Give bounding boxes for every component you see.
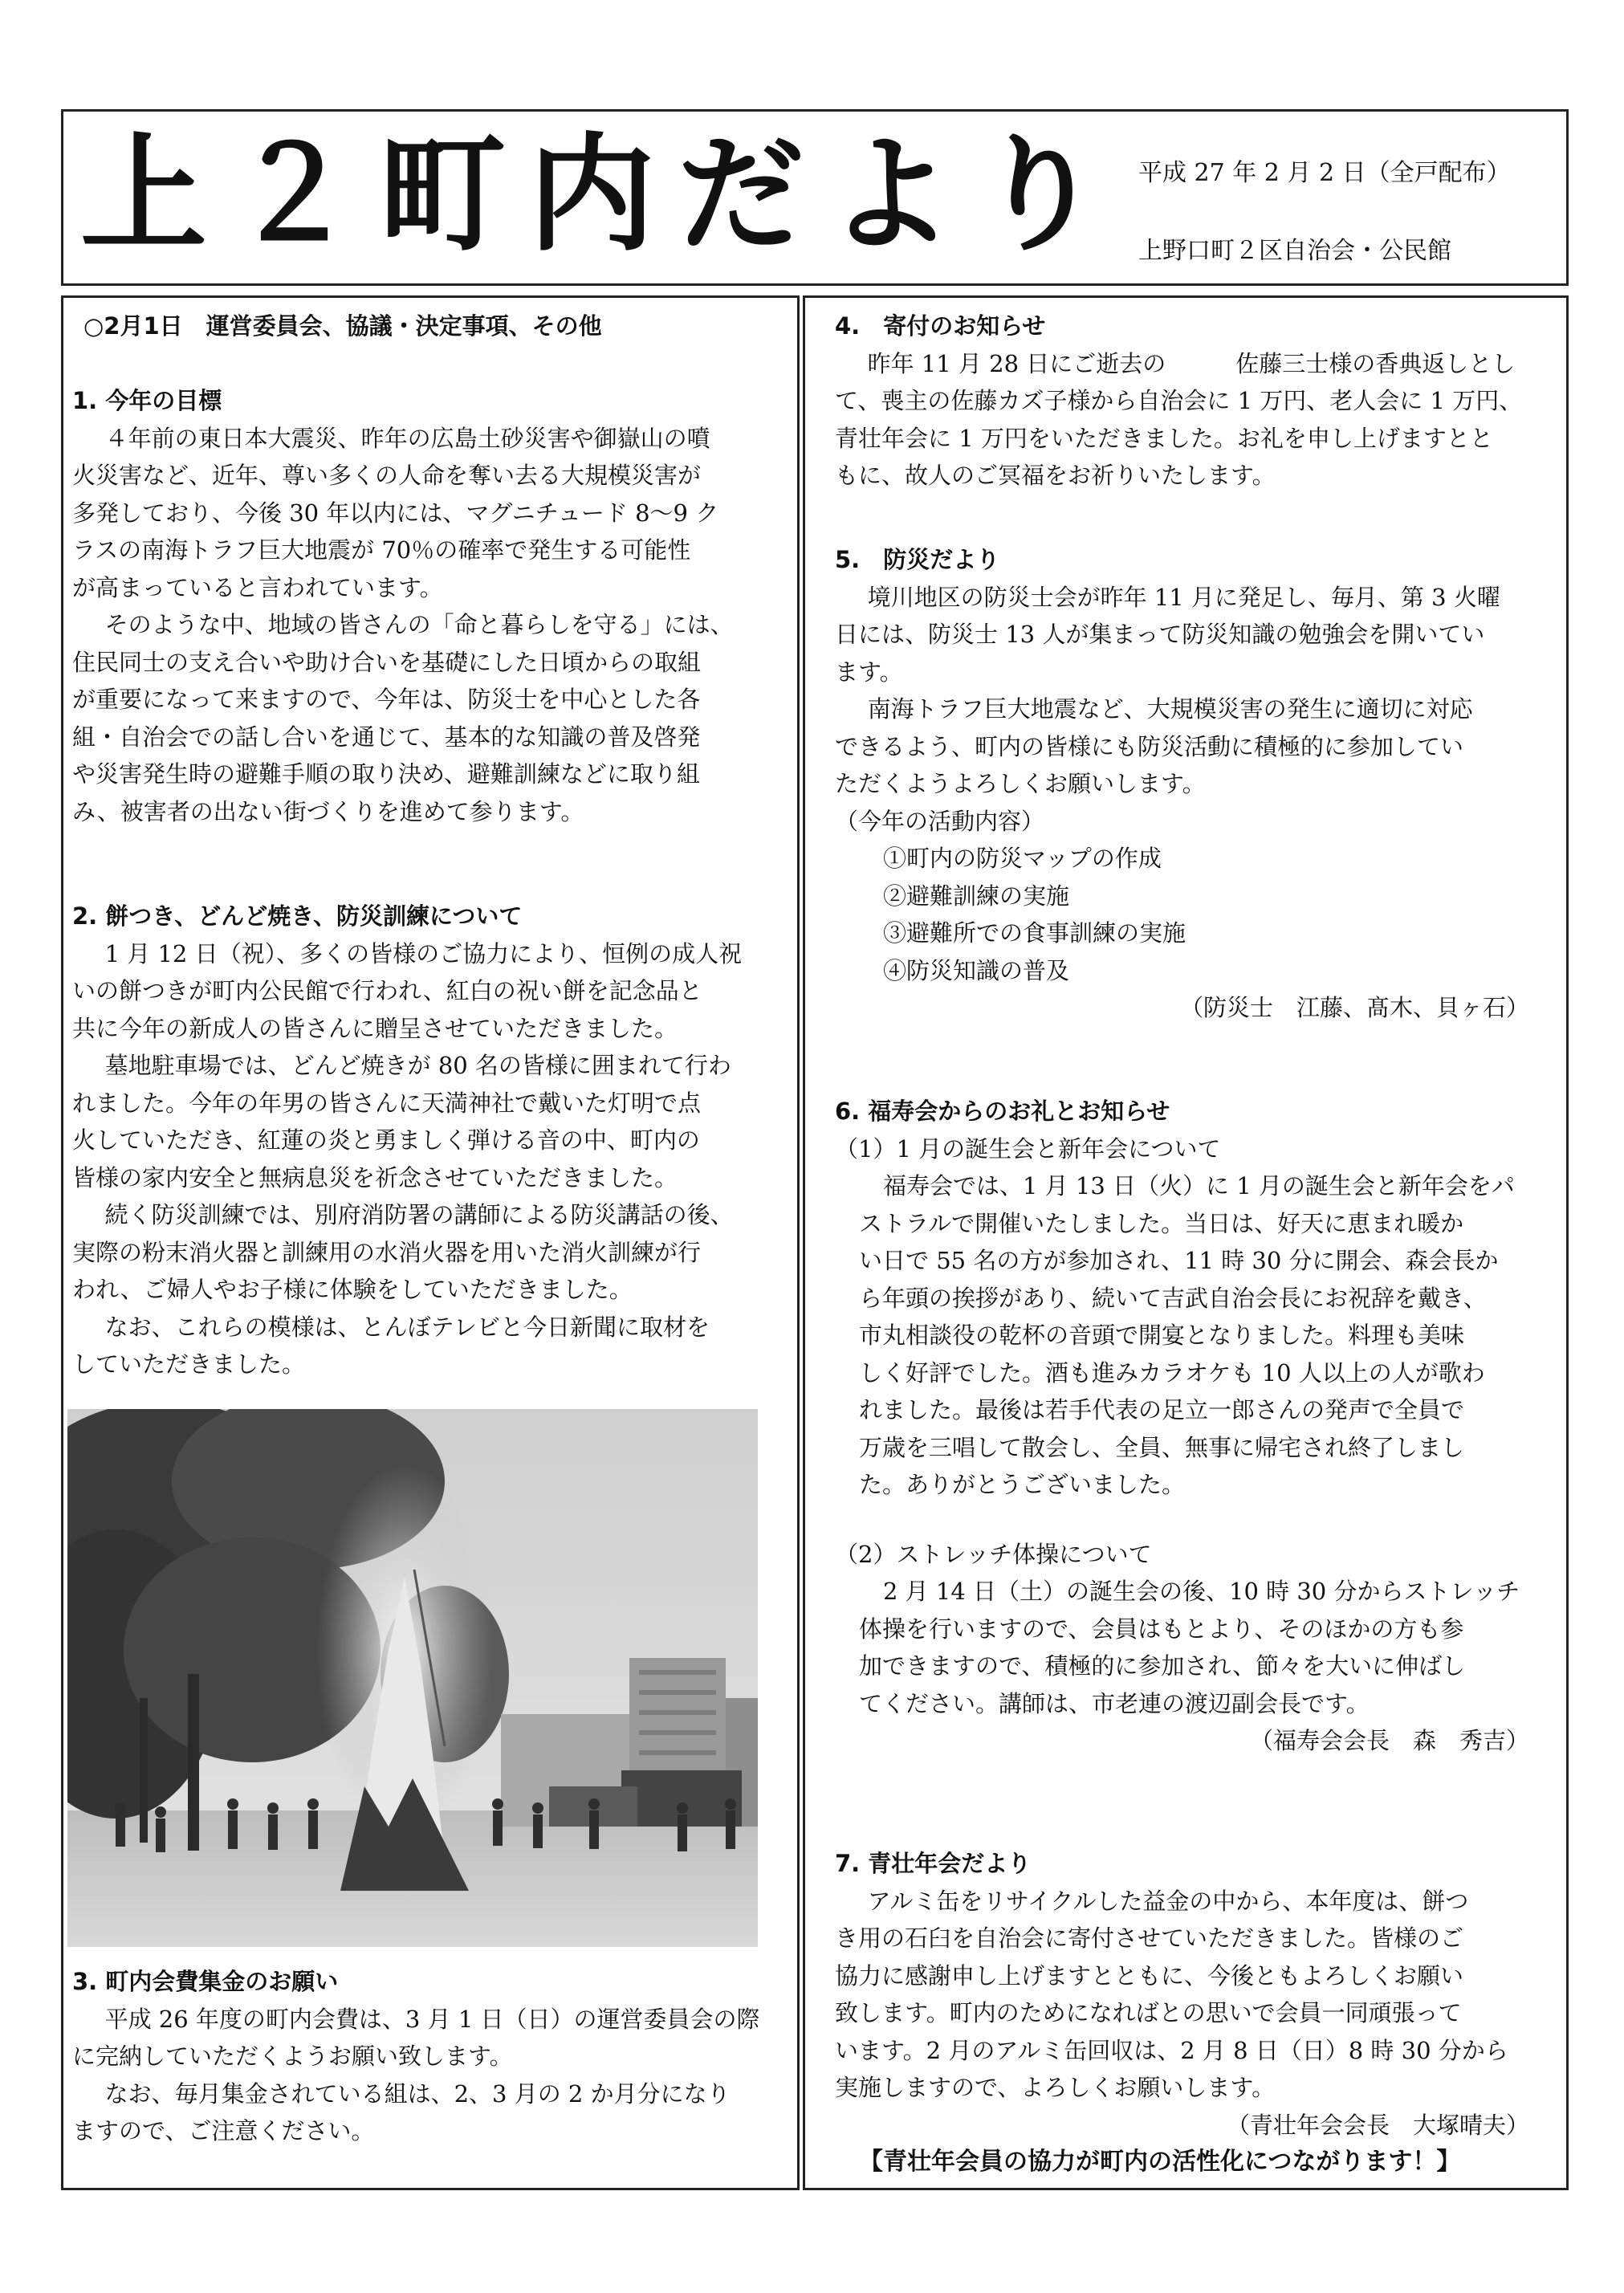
body-line: た。ありがとうございました。	[859, 1471, 1186, 1498]
body-line: ラスの南海トラフ巨大地震が 70％の確率で発生する可能性	[72, 536, 691, 564]
body-line: ただくようよろしくお願いします。	[835, 770, 1206, 797]
body-line: ますので、ご注意ください。	[72, 2117, 375, 2144]
section-4	[835, 307, 1561, 495]
body-line: ４年前の東日本大震災、昨年の広島土砂災害や御嶽山の噴	[104, 424, 710, 452]
activities-list	[835, 840, 1561, 989]
main-heading: ○2月1日 運営委員会、協議・決定事項、その他	[83, 312, 602, 340]
section-6	[835, 1093, 1561, 1760]
list-item: ③避難所での食事訓練の実施	[883, 919, 1186, 947]
list-item: ①町内の防災マップの作成	[883, 845, 1162, 872]
body-line: い日で 55 名の方が参加され、11 時 30 分に開会、森会長か	[859, 1247, 1499, 1274]
body-line: 続く防災訓練では、別府消防署の講師による防災講話の後、	[104, 1201, 734, 1228]
signature: （青壮年会会長 大塚晴夫）	[1226, 2111, 1529, 2139]
body-line: 実施しますので、よろしくお願いします。	[835, 2074, 1276, 2101]
body-line: もに、故人のご冥福をお祈りいたします。	[835, 462, 1276, 489]
signature: （福寿会会長 森 秀吉）	[1249, 1727, 1529, 1754]
body-line: 福寿会では、1 月 13 日（火）に 1 月の誕生会と新年会をパ	[883, 1172, 1515, 1199]
body-line: み、被害者の出ない街づくりを進めて参ります。	[72, 797, 584, 825]
body-line: います。2 月のアルミ缶回収は、2 月 8 日（日）8 時 30 分から	[835, 2036, 1508, 2064]
publisher: 上野口町２区自治会・公民館	[1138, 237, 1451, 265]
body-line: 平成 26 年度の町内会費は、3 月 1 日（日）の運営委員会の際	[104, 2005, 760, 2033]
body-line: 実際の粉末消火器と訓練用の水消火器を用いた消火訓練が行	[72, 1238, 702, 1266]
body-line: 多発しており、今後 30 年以内には、マグニチュード 8～9 ク	[72, 499, 719, 527]
subsection-heading: （2）ストレッチ体操について	[835, 1540, 1152, 1568]
subsection-heading: （1）1 月の誕生会と新年会について	[835, 1134, 1221, 1163]
body-line: 協力に感謝申し上げますとともに、今後ともよろしくお願い	[835, 1961, 1464, 1990]
section-heading: 7. 青壮年会だより	[835, 1850, 1032, 1877]
body-line: していただきました。	[72, 1350, 306, 1378]
body-line: 日には、防災士 13 人が集まって防災知識の勉強会を開いてい	[835, 621, 1485, 648]
body-line: そのような中、地域の皆さんの「命と暮らしを守る」には、	[104, 611, 734, 638]
body-line: 火災害など、近年、尊い多くの人命を奪い去る大規模災害が	[72, 462, 702, 489]
list-item: ②避難訓練の実施	[883, 882, 1070, 910]
body-line: 万歳を三唱して散会し、全員、無事に帰宅され終了しまし	[859, 1433, 1465, 1461]
section-7	[835, 1845, 1561, 2181]
section-heading: 6. 福寿会からのお礼とお知らせ	[835, 1098, 1170, 1125]
body-line: ます。	[835, 658, 903, 686]
body-line: 1 月 12 日（祝）、多くの皆様のご協力により、恒例の成人祝	[104, 939, 743, 967]
body-line: できるよう、町内の皆様にも防災活動に積極的に参加してい	[835, 732, 1464, 760]
body-line: ら年頭の挨拶があり、続いて吉武自治会長にお祝辞を戴き、	[859, 1284, 1487, 1312]
section-1	[72, 382, 779, 830]
body-line: 共に今年の新成人の皆さんに贈呈させていただきました。	[72, 1014, 678, 1042]
main-heading-block	[83, 307, 790, 345]
body-line: われ、ご婦人やお子様に体験をしていただきました。	[72, 1276, 633, 1303]
body-line: 境川地区の防災士会が昨年 11 月に発足し、毎月、第 3 火曜	[867, 583, 1500, 611]
section-heading: 3. 町内会費集金のお願い	[72, 1968, 339, 1995]
body-line: 住民同士の支え合いや助け合いを基礎にした日頃からの取組	[72, 648, 702, 676]
body-line: 昨年 11 月 28 日にご逝去の 佐藤三士様の香典返しとし	[867, 349, 1516, 377]
body-line: いの餅つきが町内公民館で行われ、紅白の祝い餅を記念品と	[72, 977, 702, 1004]
section-5	[835, 541, 1561, 1027]
body-line: が高まっていると言われています。	[72, 573, 443, 601]
body-line: れました。今年の年男の皆さんに天満神社で戴いた灯明で点	[72, 1089, 702, 1117]
newsletter-title: 上２町内だより	[80, 121, 1125, 269]
section-heading: 1. 今年の目標	[72, 387, 222, 414]
body-line: 南海トラフ巨大地震など、大規模災害の発生に適切に対応	[867, 695, 1473, 723]
dondo-yaki-photo	[67, 1409, 758, 1947]
body-line: ストラルで開催いたしました。当日は、好天に恵まれ暖か	[859, 1209, 1464, 1237]
list-item: ④防災知識の普及	[883, 956, 1070, 984]
body-line: き用の石臼を自治会に寄付させていただきました。皆様のご	[835, 1924, 1464, 1952]
section-heading: 4. 寄付のお知らせ	[835, 312, 1046, 340]
section-heading: 2. 餅つき、どんど焼き、防災訓練について	[72, 902, 523, 930]
body-line: 体操を行いますので、会員はもとより、そのほかの方も参	[859, 1615, 1464, 1643]
body-line: 皆様の家内安全と無病息災を祈念させていただきました。	[72, 1163, 678, 1191]
body-line: 青壮年会に 1 万円をいただきました。お礼を申し上げますとと	[835, 424, 1493, 452]
body-line: て、喪主の佐藤カズ子様から自治会に 1 万円、老人会に 1 万円、	[835, 387, 1523, 414]
activities-label: （今年の活動内容）	[835, 807, 1045, 835]
body-line: 2 月 14 日（土）の誕生会の後、10 時 30 分からストレッチ	[883, 1578, 1520, 1605]
section-3	[72, 1963, 779, 2150]
body-line: 組・自治会での話し合いを通じて、基本的な知識の普及啓発	[72, 723, 701, 751]
body-line: が重要になって来ますので、今年は、防災士を中心とした各	[72, 686, 701, 713]
body-line: しく好評でした。酒も進みカラオケも 10 人以上の人が歌わ	[859, 1358, 1485, 1387]
signature: （防災士 江藤、髙木、貝ヶ石）	[1179, 994, 1529, 1021]
body-line: 火していただき、紅蓮の炎と勇ましく弾ける音の中、町内の	[72, 1126, 700, 1154]
body-line: 市丸相談役の乾杯の音頭で開宴となりました。料理も美味	[859, 1322, 1465, 1349]
body-line: に完納していただくようお願い致します。	[72, 2043, 513, 2070]
body-line: なお、これらの模様は、とんぼテレビと今日新聞に取材を	[104, 1313, 710, 1341]
closing-slogan: 【青壮年会員の協力が町内の活性化につながります！】	[859, 2148, 1461, 2176]
body-line: や災害発生時の避難手順の取り決め、避難訓練などに取り組	[72, 760, 700, 788]
issue-date: 平成 27 年 2 月 2 日（全戸配布）	[1138, 159, 1511, 187]
section-heading: 5. 防災だより	[835, 546, 1000, 573]
body-line: 墓地駐車場では、どんど焼きが 80 名の皆様に囲まれて行わ	[104, 1052, 731, 1079]
body-line: アルミ缶をリサイクルした益金の中から、本年度は、餅つ	[867, 1887, 1469, 1915]
section-2	[72, 898, 779, 1383]
body-line: てください。講師は、市老連の渡辺副会長です。	[859, 1689, 1370, 1717]
body-line: れました。最後は若手代表の足立一郎さんの発声で全員で	[859, 1396, 1465, 1423]
body-line: 加できますので、積極的に参加され、節々を大いに伸ばし	[859, 1652, 1466, 1680]
body-line: 致します。町内のためになればとの思いで会員一同頑張って	[835, 1999, 1462, 2026]
body-line: なお、毎月集金されている組は、2、3 月の 2 か月分になり	[104, 2079, 731, 2108]
